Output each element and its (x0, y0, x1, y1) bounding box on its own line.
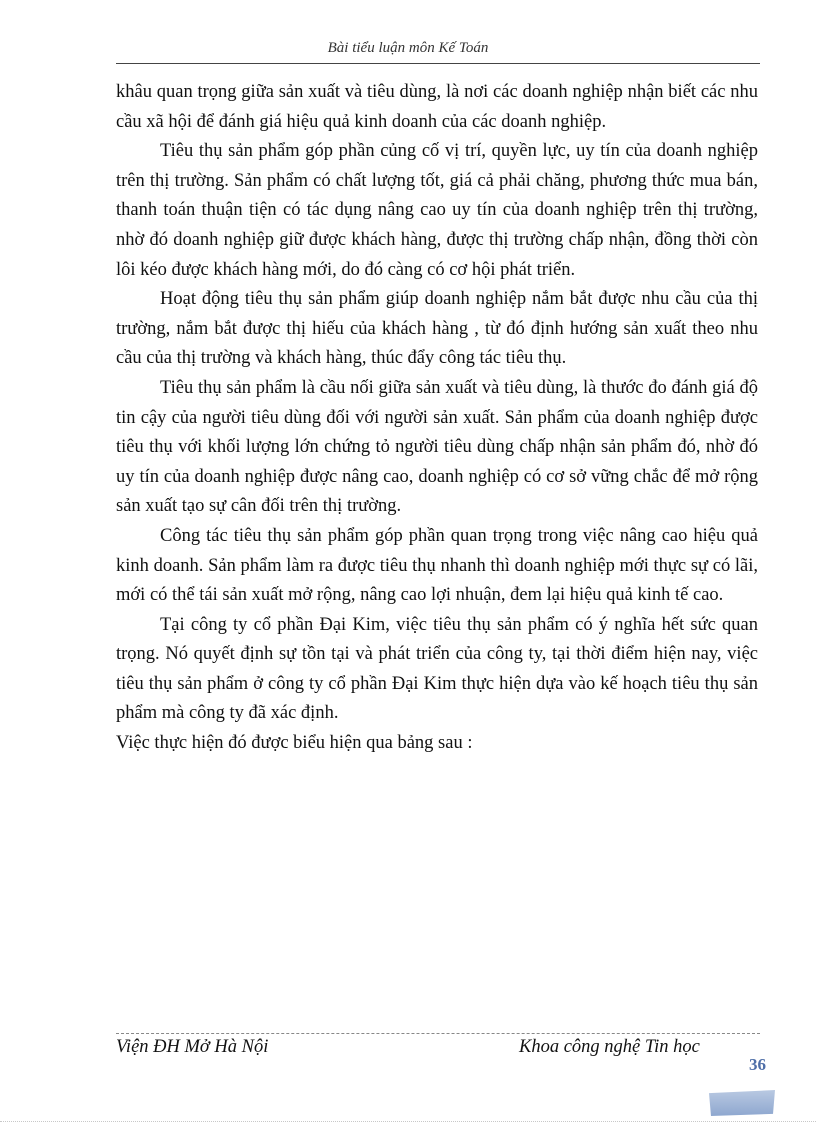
footer-divider (116, 1033, 760, 1034)
document-body (116, 78, 758, 759)
page-number: 36 (749, 1055, 766, 1074)
footer-department: Khoa công nghệ Tin học (519, 1037, 700, 1057)
paragraph-6: Tại công ty cổ phần Đại Kim, việc tiêu thụ sản phẩm có ý nghĩa hết sức quan trọng. Nó quyết định sự tồn tại và phát triển của công ty, tại thời điểm hiện nay, việc tiêu thụ sản phẩm ở công ty cổ phần Đại Kim thực hiện dựa vào kế hoạch tiêu thụ sản phẩm mà công ty đã xác định. (116, 614, 758, 724)
paragraph-7: Việc thực hiện đó được biểu hiện qua bảng sau : (116, 733, 473, 754)
paragraph-2: Tiêu thụ sản phẩm góp phần củng cố vị trí, quyền lực, uy tín của doanh nghiệp trên thị trường. Sản phẩm có chất lượng tốt, giá cả phải chăng, phương thức mua bán, thanh toán thuận tiện có tác dụng nâng cao uy tín của doanh nghiệp trên thị trường, nhờ đó doanh nghiệp giữ được khách hàng, được thị trường chấp nhận, đồng thời còn lôi kéo được khách hàng mới, do đó càng có cơ hội phát triển. (116, 141, 758, 280)
bottom-dotted-rule (0, 1121, 816, 1122)
paragraph-1: khâu quan trọng giữa sản xuất và tiêu dùng, là nơi các doanh nghiệp nhận biết các nhu cầu xã hội để đánh giá hiệu quả kinh doanh của các doanh nghiệp. (116, 82, 758, 132)
page-header-title: Bài tiểu luận môn Kế Toán (327, 40, 489, 56)
header-divider (116, 63, 760, 64)
footer-institution: Viện ĐH Mở Hà Nội (116, 1037, 269, 1057)
page-tab-decoration (709, 1090, 775, 1116)
paragraph-3: Hoạt động tiêu thụ sản phẩm giúp doanh nghiệp nắm bắt được nhu cầu của thị trường, nắm bắt được thị hiếu của khách hàng , từ đó định hướng sản xuất theo nhu cầu của thị trường và khách hàng, thúc đẩy công tác tiêu thụ. (116, 289, 758, 369)
paragraph-5: Công tác tiêu thụ sản phẩm góp phần quan trọng trong việc nâng cao hiệu quả kinh doanh. Sản phẩm làm ra được tiêu thụ nhanh thì doanh nghiệp mới thực sự có lãi, mới có thể tái sản xuất mở rộng, nâng cao lợi nhuận, đem lại hiệu quả kinh tế cao. (116, 525, 758, 606)
paragraph-4: Tiêu thụ sản phẩm là cầu nối giữa sản xuất và tiêu dùng, là thước đo đánh giá độ tin cậy của người tiêu dùng đối với người sản xuất. Sản phẩm của doanh nghiệp được tiêu thụ với khối lượng lớn chứng tỏ người tiêu dùng chấp nhận sản phẩm đó, nhờ đó uy tín của doanh nghiệp được nâng cao, doanh nghiệp có cơ sở vững chắc để mở rộng sản xuất tạo sự cân đối trên thị trường. (116, 377, 758, 517)
